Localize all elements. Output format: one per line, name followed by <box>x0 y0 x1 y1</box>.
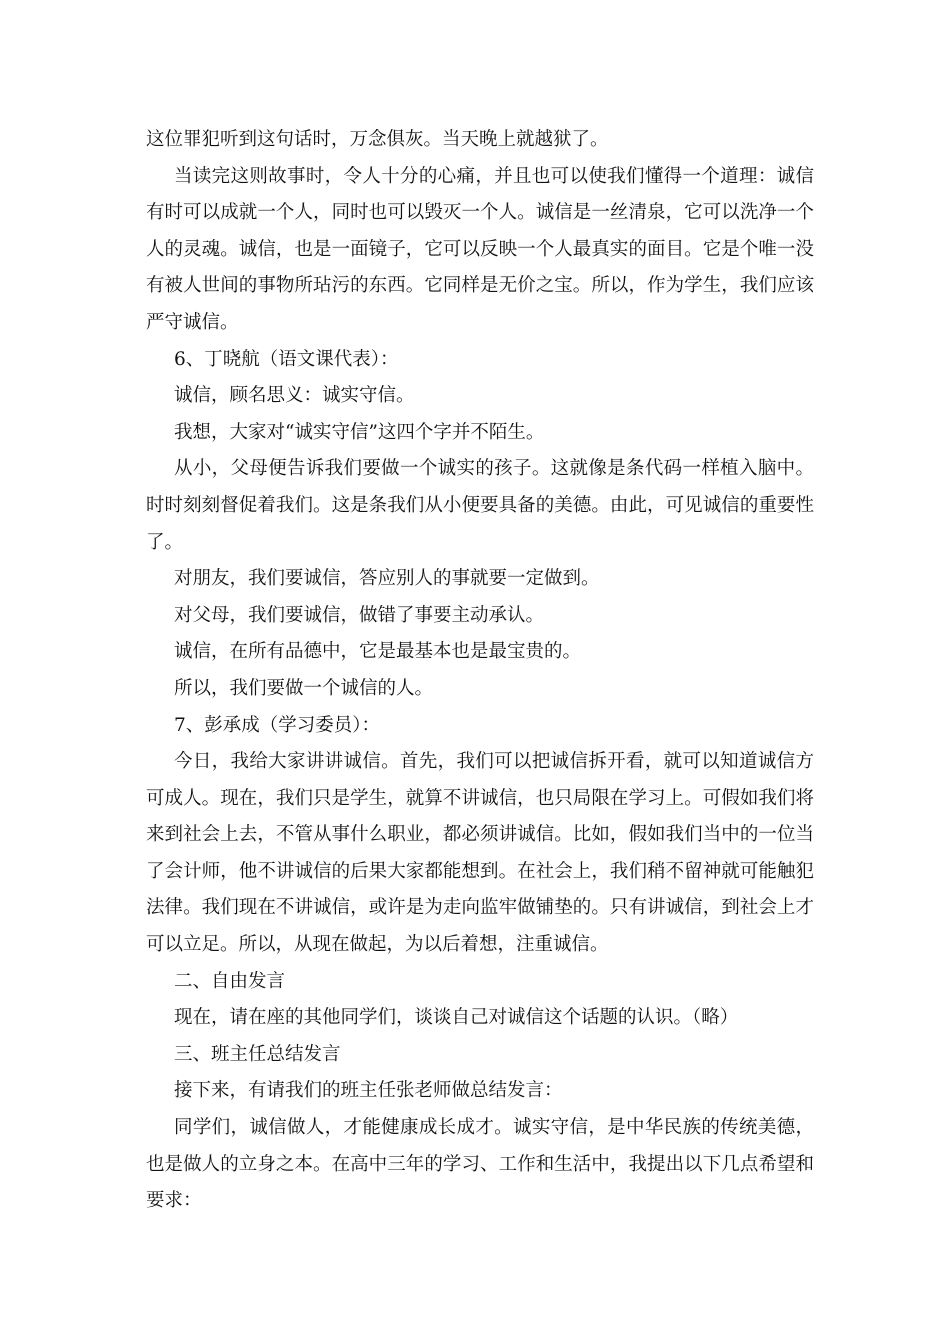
document-body <box>146 122 814 1220</box>
paragraph: 我想，大家对“诚实守信”这四个字并不陌生。 <box>174 421 545 443</box>
paragraph: 现在，请在座的其他同学们，谈谈自己对诚信这个话题的认识。（略） <box>174 1007 739 1029</box>
paragraph: 从小，父母便告诉我们要做一个诚实的孩子。这就像是条代码一样植入脑中。时时刻刻督促着我们。这是条我们从小便要具备的美德。由此，可见诚信的重要性了。 <box>146 458 814 553</box>
paragraph: 今日，我给大家讲讲诚信。首先，我们可以把诚信拆开看，就可以知道诚信方可成人。现在，我们只是学生，就算不讲诚信，也只局限在学习上。可假如我们将来到社会上去，不管从事什么职业，都必须讲诚信。比如，假如我们当中的一位当了会计师，他不讲诚信的后果大家都能想到。在社会上，我们稍不留神就可能触犯法律。我们现在不讲诚信，或许是为走向监牢做铺垫的。只有讲诚信，到社会上才可以立足。所以，从现在做起，为以后着想，注重诚信。 <box>146 751 814 956</box>
paragraph: 这位罪犯听到这句话时，万念俱灰。当天晚上就越狱了。 <box>146 129 609 150</box>
speaker-heading: 6、丁晓航（语文课代表）： <box>174 348 399 370</box>
section-heading: 三、班主任总结发言 <box>174 1043 341 1065</box>
paragraph: 当读完这则故事时，令人十分的心痛，并且也可以使我们懂得一个道理：诚信有时可以成就一个人，同时也可以毁灭一个人。诚信是一丝清泉，它可以洗净一个人的灵魂。诚信，也是一面镜子，它可以反映一个人最真实的面目。它是个唯一没有被人世间的事物所玷污的东西。它同样是无价之宝。所以，作为学生，我们应该严守诚信。 <box>146 165 814 333</box>
paragraph: 所以，我们要做一个诚信的人。 <box>174 677 434 699</box>
paragraph: 诚信，顾名思义：诚实守信。 <box>174 385 415 407</box>
paragraph: 接下来，有请我们的班主任张老师做总结发言： <box>174 1080 563 1102</box>
paragraph: 对父母，我们要诚信，做错了事要主动承认。 <box>174 604 545 626</box>
paragraph: 对朋友，我们要诚信，答应别人的事就要一定做到。 <box>174 568 600 590</box>
paragraph: 同学们，诚信做人，才能健康成长成才。诚实守信，是中华民族的传统美德，也是做人的立身之本。在高中三年的学习、工作和生活中，我提出以下几点希望和要求： <box>146 1117 814 1212</box>
paragraph: 诚信，在所有品德中，它是最基本也是最宝贵的。 <box>174 641 582 663</box>
section-heading: 二、自由发言 <box>174 970 286 992</box>
speaker-heading: 7、彭承成（学习委员）： <box>174 714 381 736</box>
